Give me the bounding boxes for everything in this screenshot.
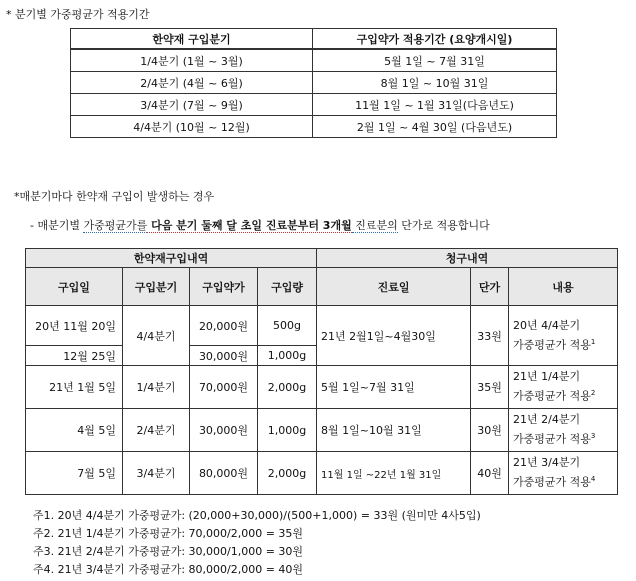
table-cell: 2/4분기 (4월 ~ 6월) <box>71 72 313 94</box>
table-cell: 3/4분기 (7월 ~ 9월) <box>71 94 313 116</box>
table-cell: 21년 1월 5일 <box>26 366 123 409</box>
header-cell: 구입량 <box>258 268 317 306</box>
table-row <box>26 366 618 409</box>
table-cell: 5월 1일 ~ 7월 31일 <box>313 49 557 72</box>
footnote-3: 주3. 21년 2/4분기 가중평균가: 30,000/1,000 = 30원 <box>33 545 304 558</box>
note-prefix: - 매분기별 <box>30 219 84 232</box>
table-cell: 4/4분기 <box>123 306 190 366</box>
table-cell: 35원 <box>471 366 509 409</box>
desc-line2: 가중평균가 적용$^2$ <box>513 389 596 403</box>
table-cell: 20,000원 <box>190 306 258 346</box>
desc-line1: 21년 3/4분기 <box>513 456 581 470</box>
table-cell: 5월 1일~7월 31일 <box>317 366 471 409</box>
footnote-4: 주4. 21년 3/4분기 가중평균가: 80,000/2,000 = 40원 <box>33 563 304 576</box>
header-cell: 구입약가 <box>190 268 258 306</box>
table-cell <box>509 366 618 409</box>
table-cell <box>509 306 618 366</box>
group-header-row <box>26 249 618 268</box>
table-cell: 1,000g <box>258 409 317 452</box>
table-cell: 30원 <box>471 409 509 452</box>
note-part2: 다음 분기 둘째 달 초일 진료분부터 3개월 <box>147 219 352 232</box>
header-cell: 단가 <box>471 268 509 306</box>
table-cell: 12월 25일 <box>26 346 123 366</box>
section2-note <box>30 217 490 233</box>
desc-line1: 21년 1/4분기 <box>513 370 581 384</box>
table-row <box>71 94 557 116</box>
desc-line1: 21년 2/4분기 <box>513 413 581 427</box>
table-row <box>26 409 618 452</box>
table-cell: 40원 <box>471 452 509 495</box>
table-cell <box>509 452 618 495</box>
footnote-2: 주2. 21년 1/4분기 가중평균가: 70,000/2,000 = 35원 <box>33 527 304 540</box>
table-cell: 70,000원 <box>190 366 258 409</box>
table-cell: 500g <box>258 306 317 346</box>
table-cell: 30,000원 <box>190 409 258 452</box>
table-cell: 2월 1일 ~ 4월 30일 (다음년도) <box>313 116 557 138</box>
table-cell: 2/4분기 <box>123 409 190 452</box>
header-cell: 진료일 <box>317 268 471 306</box>
table-cell: 21년 2월1일~4월30일 <box>317 306 471 366</box>
table-cell: 1,000g <box>258 346 317 366</box>
section2-heading: *매분기마다 한약재 구입이 발생하는 경우 <box>14 190 215 203</box>
desc-line2: 가중평균가 적용$^4$ <box>513 475 596 489</box>
section1-heading: * 분기별 가중평균가 적용기간 <box>6 8 150 21</box>
table-cell: 8월 1일~10월 31일 <box>317 409 471 452</box>
table-cell: 20년 11월 20일 <box>26 306 123 346</box>
table-cell: 33원 <box>471 306 509 366</box>
table-cell: 1/4분기 (1월 ~ 3월) <box>71 49 313 72</box>
header-cell: 구입약가 적용기간 (요양개시일) <box>313 29 557 50</box>
table-cell: 4월 5일 <box>26 409 123 452</box>
table-row <box>71 49 557 72</box>
header-cell: 한약재 구입분기 <box>71 29 313 50</box>
header-cell: 구입분기 <box>123 268 190 306</box>
table-cell: 11월 1일 ~ 1월 31일(다음년도) <box>313 94 557 116</box>
group-header-claim: 청구내역 <box>317 249 618 268</box>
desc-line2: 가중평균가 적용$^1$ <box>513 337 596 352</box>
table-cell: 8월 1일 ~ 10월 31일 <box>313 72 557 94</box>
table-cell: 11월 1일 ~22년 1월 31일 <box>317 452 471 495</box>
quarter-period-table <box>70 28 557 138</box>
table-cell: 7월 5일 <box>26 452 123 495</box>
table-row <box>26 306 618 346</box>
table-cell: 4/4분기 (10월 ~ 12월) <box>71 116 313 138</box>
table-row <box>71 72 557 94</box>
table-row <box>71 116 557 138</box>
header-cell: 구입일 <box>26 268 123 306</box>
footnote-1: 주1. 20년 4/4분기 가중평균가: (20,000+30,000)/(500+1,000) = 33원 (원미만 4사5입) <box>33 509 481 522</box>
purchase-claim-table <box>25 248 618 495</box>
table-cell: 1/4분기 <box>123 366 190 409</box>
group-header-purchase: 한약재구입내역 <box>26 249 317 268</box>
table-cell: 2,000g <box>258 452 317 495</box>
table-row <box>26 452 618 495</box>
table-cell: 3/4분기 <box>123 452 190 495</box>
note-part3: 진료분의 <box>351 219 398 232</box>
note-part4: 단가로 적용합니다 <box>397 219 490 232</box>
table-header-row <box>26 268 618 306</box>
header-cell: 내용 <box>509 268 618 306</box>
table-cell: 30,000원 <box>190 346 258 366</box>
table-cell: 80,000원 <box>190 452 258 495</box>
table-header-row <box>71 29 557 50</box>
table-cell <box>509 409 618 452</box>
desc-line1: 20년 4/4분기 <box>513 318 581 332</box>
note-part1: 가중평균가를 <box>83 219 148 232</box>
desc-line2: 가중평균가 적용$^3$ <box>513 432 596 446</box>
table-cell: 2,000g <box>258 366 317 409</box>
